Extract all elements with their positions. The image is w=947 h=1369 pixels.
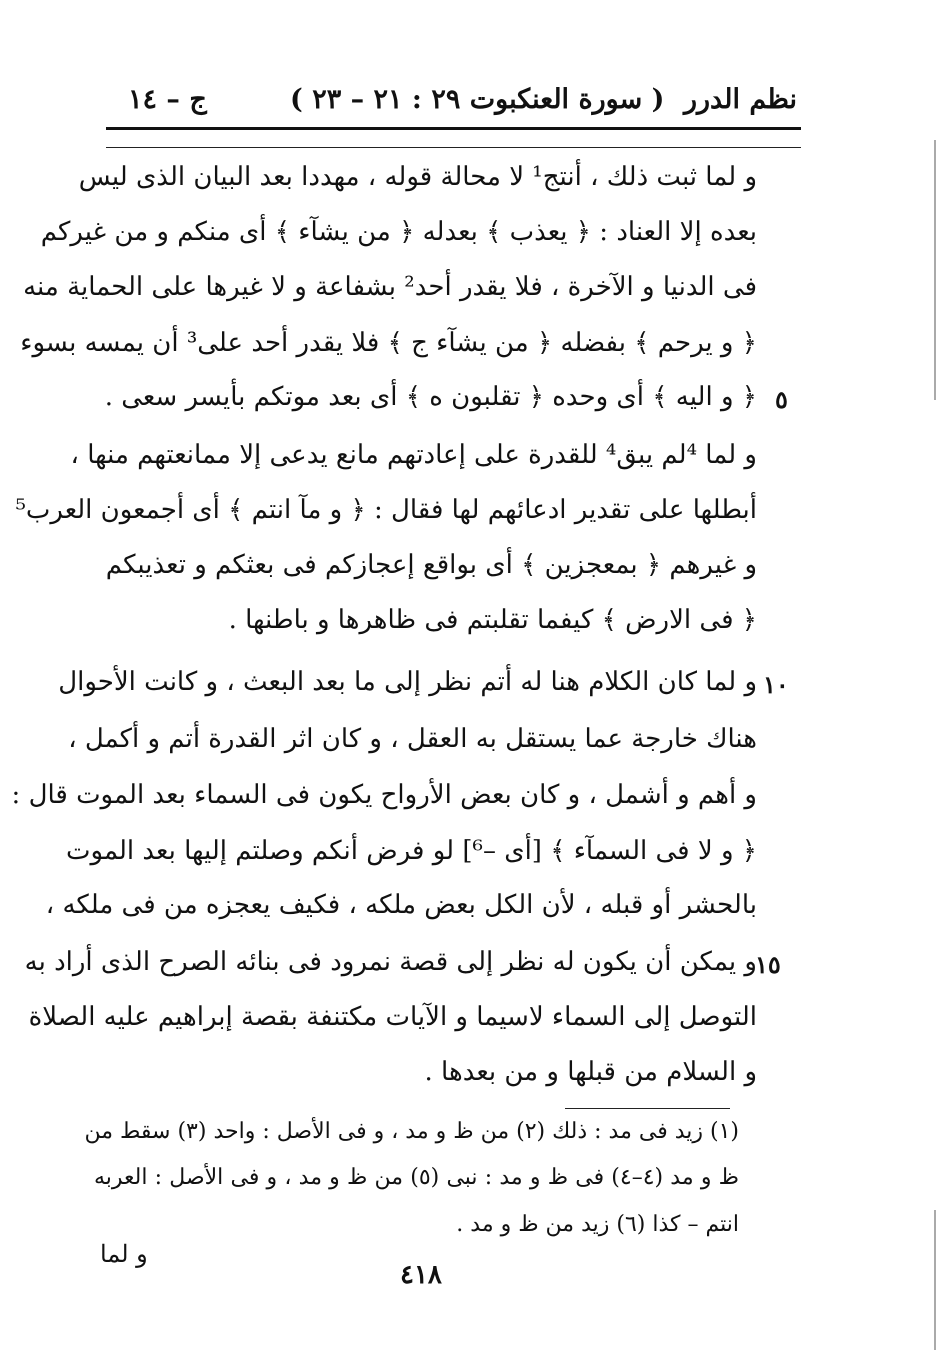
text-line: التوصل إلى السماء لاسيما و الآيات مكتنفة بقصة إبراهيم عليه الصلاة [28, 1002, 757, 1032]
text-line: و لما ⁴لم يبق⁴ للقدرة على إعادتهم مانع يدعى إلا ممانعتهم منها ، [70, 440, 757, 470]
text-line: بعده إلا العناد : ﴿ يعذب ﴾ بعدله ﴿ من يشآء ﴾ أى منكم و من غيركم [40, 217, 757, 247]
text-line: و لما كان الكلام هنا له أتم نظر إلى ما بعد البعث ، و كانت الأحوال [58, 667, 757, 697]
text-line: و السلام من قبلها و من بعدها . [424, 1057, 757, 1087]
page-edge-mark [934, 140, 936, 400]
header-rule-thin [106, 147, 801, 148]
footnote-line: انتم – كذا (٦) زيد من ظ و مد . [456, 1212, 739, 1237]
running-head-volume: ج – ١٤ [128, 84, 207, 115]
page-number: ٤١٨ [400, 1260, 442, 1290]
text-line: و غيرهم ﴿ بمعجزين ﴾ أى بواقع إعجازكم فى بعثكم و تعذيبكم [105, 550, 757, 580]
text-line: هناك خارجة عما يستقل به العقل ، و كان اثر القدرة أتم و أكمل ، [68, 724, 757, 754]
text-line: فى الدنيا و الآخرة ، فلا يقدر أحد² بشفاعة و لا غيرها على الحماية منه [23, 272, 757, 302]
text-line: و لما ثبت ذلك ، أنتج¹ لا محالة قوله ، مهددا بعد البيان الذى ليس [78, 162, 757, 192]
text-line: ﴿ و يرحم ﴾ بفضله ﴿ من يشآء ج ﴾ فلا يقدر أحد على³ أن يمسه بسوء [20, 328, 757, 358]
footnote-line: ظ و مد (٤–٤) فى ظ و مد : نبى (٥) من ظ و مد ، و فى الأصل : العربه [94, 1165, 739, 1190]
text-line: أبطلها على تقدير ادعائهم لها فقال : ﴿ و مآ انتم ﴾ أى أجمعون العرب⁵ [15, 495, 757, 525]
line-number-15: ١٥ [755, 950, 781, 979]
text-line: و يمكن أن يكون له نظر إلى قصة نمرود فى بنائه الصرح الذى أراد به [24, 947, 757, 977]
catchword: و لما [100, 1240, 148, 1268]
running-head-sura: ( سورة العنكبوت ٢٩ : ٢١ – ٢٣ ) [290, 84, 665, 115]
line-number-5: ٥ [775, 385, 788, 414]
page-edge-mark [934, 1210, 936, 1350]
header-rule-thick [106, 127, 801, 130]
line-number-10: ١٠ [763, 670, 789, 699]
text-line: ﴿ و اليه ﴾ أى وحده ﴿ تقلبون ه ﴾ أى بعد موتكم بأيسر سعى . [104, 382, 757, 412]
text-line: ﴿ و لا فى السمآء ﴾ [أى –⁶] لو فرض أنكم وصلتم إليها بعد الموت [66, 836, 757, 866]
text-line: بالحشر أو قبله ، لأن الكل بعض ملكه ، فكيف يعجزه من فى ملكه ، [45, 890, 757, 920]
footnote-rule [565, 1108, 730, 1109]
text-line: و أهم و أشمل ، و كان بعض الأرواح يكون فى السماء بعد الموت قال : [11, 780, 757, 810]
text-line: ﴿ فى الارض ﴾ كيفما تقلبتم فى ظاهرها و باطنها . [228, 605, 757, 635]
footnote-line: (١) زيد فى مد : ذلك (٢) من ظ و مد ، و فى الأصل : واحد (٣) سقط من [84, 1119, 739, 1144]
running-head-book-title: نظم الدرر [683, 84, 797, 115]
